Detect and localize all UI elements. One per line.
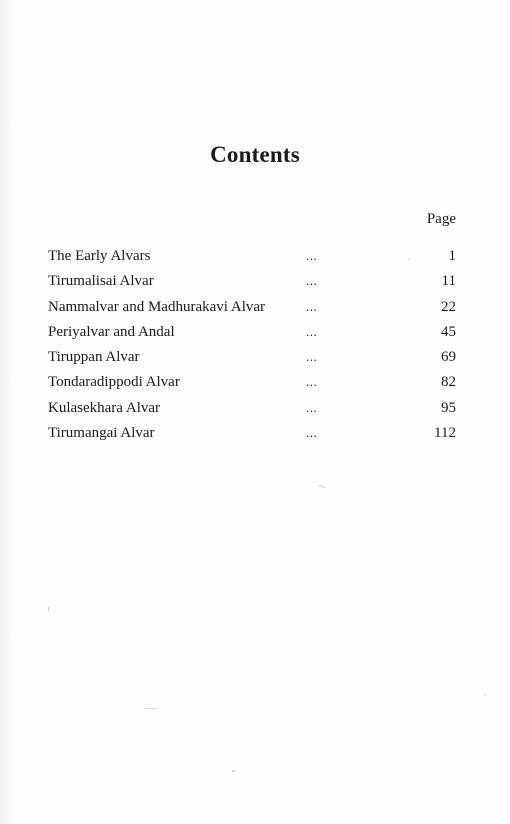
toc-entry-page: 82 bbox=[441, 374, 456, 391]
toc-entry-title: The Early Alvars bbox=[48, 248, 151, 264]
toc-entry bbox=[48, 246, 456, 271]
scan-speck bbox=[232, 770, 235, 772]
toc-entry-leader: ... bbox=[306, 248, 318, 263]
page-title: Contents bbox=[210, 142, 300, 167]
toc-entry-page: 22 bbox=[441, 298, 456, 315]
toc-entry-title: Tirumangai Alvar bbox=[48, 425, 155, 442]
toc-entry-title: Nammalvar and Madhurakavi Alvar bbox=[48, 298, 266, 315]
toc-entry-leader: ... bbox=[306, 349, 318, 365]
toc-entry bbox=[48, 322, 456, 347]
toc-entry-leader: ... bbox=[306, 298, 318, 314]
toc-entry-page: 1 bbox=[448, 248, 456, 264]
scan-speck bbox=[48, 606, 49, 612]
toc-entry bbox=[48, 398, 456, 423]
scan-speck bbox=[484, 694, 486, 696]
toc-entry-page: 11 bbox=[441, 273, 456, 290]
toc-entry-page: 95 bbox=[441, 399, 456, 416]
scan-speck bbox=[144, 708, 158, 709]
toc-entry-leader: ... bbox=[306, 374, 318, 390]
toc-entry-page: 45 bbox=[441, 323, 456, 340]
toc-entry-title: Tiruppan Alvar bbox=[48, 349, 140, 366]
scan-edge-shadow bbox=[0, 0, 14, 824]
table-of-contents bbox=[48, 246, 456, 448]
toc-entry-title: Tirumalisai Alvar bbox=[48, 273, 154, 290]
toc-entry-title: Kulasekhara Alvar bbox=[48, 399, 161, 416]
toc-entry-title: Tondaradippodi Alvar bbox=[48, 374, 180, 391]
toc-entry-leader: ... bbox=[306, 399, 318, 415]
toc-entry bbox=[48, 271, 456, 296]
toc-entry-leader: ... bbox=[306, 323, 318, 339]
toc-entry-leader: ... bbox=[306, 273, 318, 289]
toc-entry bbox=[48, 423, 456, 448]
toc-entry bbox=[48, 347, 456, 372]
toc-entry-page: 112 bbox=[434, 425, 456, 442]
toc-entry-page: 69 bbox=[441, 349, 456, 366]
toc-entry bbox=[48, 297, 456, 322]
toc-entry bbox=[48, 372, 456, 397]
scan-speck bbox=[318, 485, 326, 489]
scan-speck bbox=[408, 258, 410, 260]
toc-entry-leader: ... bbox=[306, 425, 318, 441]
page-column-header: Page bbox=[426, 211, 456, 227]
toc-entry-title: Periyalvar and Andal bbox=[48, 323, 175, 340]
